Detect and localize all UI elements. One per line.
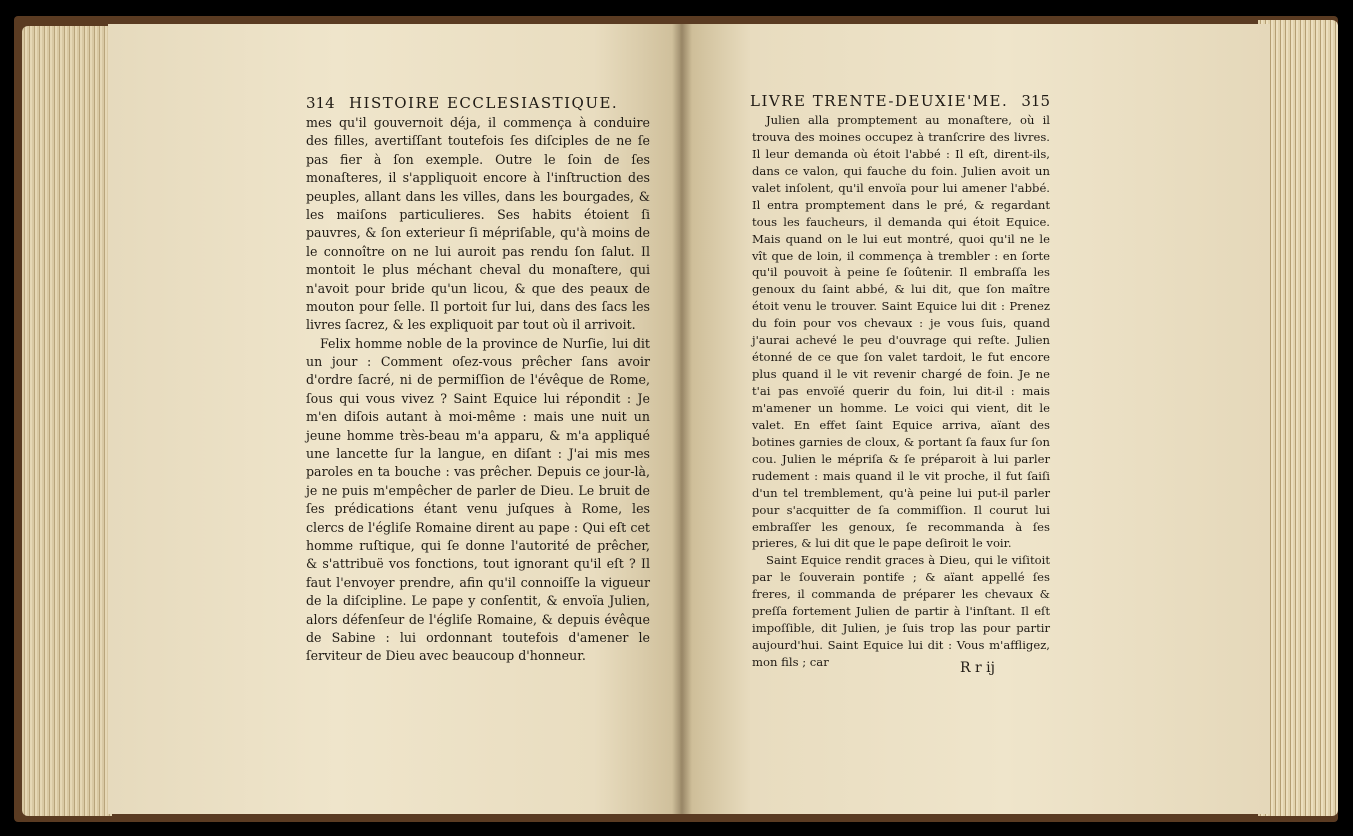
left-paragraph-2: Felix homme noble de la province de Nurſie, lui dit un jour : Comment oſez-vous prêcher ſans avoir d'ordre ſacré, ni de permiſſion de l'évêque de Rome, ſous qui vous vivez ? Saint Equice lui répondit : Je m'en diſois autant à moi-même : mais une nuit un jeune homme très-beau m'a apparu, & m'a appliqué une lancette ſur la langue, en diſant : J'ai mis mes paroles en ta bouche : vas prêcher. Depuis ce jour-là, je ne puis m'empêcher de parler de Dieu. Le bruit de ſes prédications étant venu juſques à Rome, les clercs de l'égliſe Romaine dirent au pape : Qui eſt cet homme ruſtique, qui ſe donne l'autorité de prêcher, & s'attribuë vos fonctions, tout ignorant qu'il eſt ? Il faut l'envoyer prendre, afin qu'il connoiſſe la vigueur de la diſcipline. Le pape y conſentit, & envoïa Julien, alors défenſeur de l'égliſe Romaine, & depuis évêque de Sabine : lui ordonnant toutefois d'amener le ſerviteur de Dieu avec beaucoup d'honneur. [306, 335, 650, 664]
left-page-edges [22, 26, 112, 816]
right-page-edges [1258, 20, 1338, 816]
right-paragraph-2: Saint Equice rendit graces à Dieu, qui le viſitoit par le ſouverain pontife ; & aïant appellé ſes freres, il commanda de préparer les chevaux & preſſa fortement Julien de partir à l'inſtant. Il eſt impoſſible, dit Julien, je ſuis trop las pour partir aujourd'hui. Saint Equice lui dit : Vous m'affligez, mon fils ; car [752, 553, 1050, 669]
left-paragraph-1: mes qu'il gouvernoit déja, il commença à conduire des filles, avertiſſant toutefois ſes diſciples de ne ſe pas fier à ſon exemple. Outre le ſoin de ſes monaſteres, il s'appliquoit encore à l'inſtruction des peuples, allant dans les villes, dans les bourgades, & les maiſons particulieres. Ses habits étoient ſi pauvres, & ſon exterieur ſi mépriſable, qu'à moins de le connoître on ne lui auroit pas rendu ſon ſalut. Il montoit le plus méchant cheval du monaſtere, qui n'avoit pour bride qu'un licou, & que des peaux de mouton pour ſelle. Il portoit ſur lui, dans des ſacs les livres ſacrez, & les expliquoit par tout où il arrivoit. [306, 115, 650, 333]
left-page-header [306, 94, 618, 112]
book-gutter [672, 24, 692, 814]
right-running-title: LIVRE TRENTE-DEUXIE'ME. [750, 92, 1009, 110]
signature-mark: R r ij [960, 660, 995, 676]
right-page-header [750, 92, 1050, 110]
right-page-text [752, 112, 1050, 671]
left-page-number: 314 [306, 94, 335, 112]
left-running-title: HISTOIRE ECCLESIASTIQUE. [348, 94, 619, 112]
right-paragraph-1: Julien alla promptement au monaſtere, où il trouva des moines occupez à tranſcrire des livres. Il leur demanda où étoit l'abbé : Il eſt, dirent-ils, dans ce valon, qui fauche du foin. Julien avoit un valet inſolent, qu'il envoïa pour lui amener l'abbé. Il entra promptement dans le pré, & regardant tous les faucheurs, il demanda qui étoit Equice. Mais quand on le lui eut montré, quoi qu'il ne le vît que de loin, il commença à trembler : en ſorte qu'il pouvoit à peine ſe ſoûtenir. Il embraſſa les genoux du ſaint abbé, & lui dit, que ſon maître étoit venu le trouver. Saint Equice lui dit : Prenez du foin pour vos chevaux : je vous ſuis, quand j'aurai achevé le peu d'ouvrage qui reſte. Julien étonné de ce que ſon valet tardoit, le fut encore plus quand il le vit revenir chargé de foin. Je ne t'ai pas envoïé querir du foin, lui dit-il : mais m'amener un homme. Le voici qui vient, dit le valet. En effet ſaint Equice arriva, aïant des botines garnies de cloux, & portant ſa faux ſur ſon cou. Julien le mépriſa & ſe préparoit à lui parler rudement : mais quand il le vit proche, il fut ſaiſi d'un tel tremblement, qu'à peine lui put-il parler pour s'acquitter de ſa commiſſion. Il courut lui embraſſer les genoux, ſe recommanda à ſes prieres, & lui dit que le pape deſiroit le voir. [752, 113, 1050, 551]
left-page-text [306, 114, 650, 666]
right-page-number: 315 [1021, 92, 1050, 110]
